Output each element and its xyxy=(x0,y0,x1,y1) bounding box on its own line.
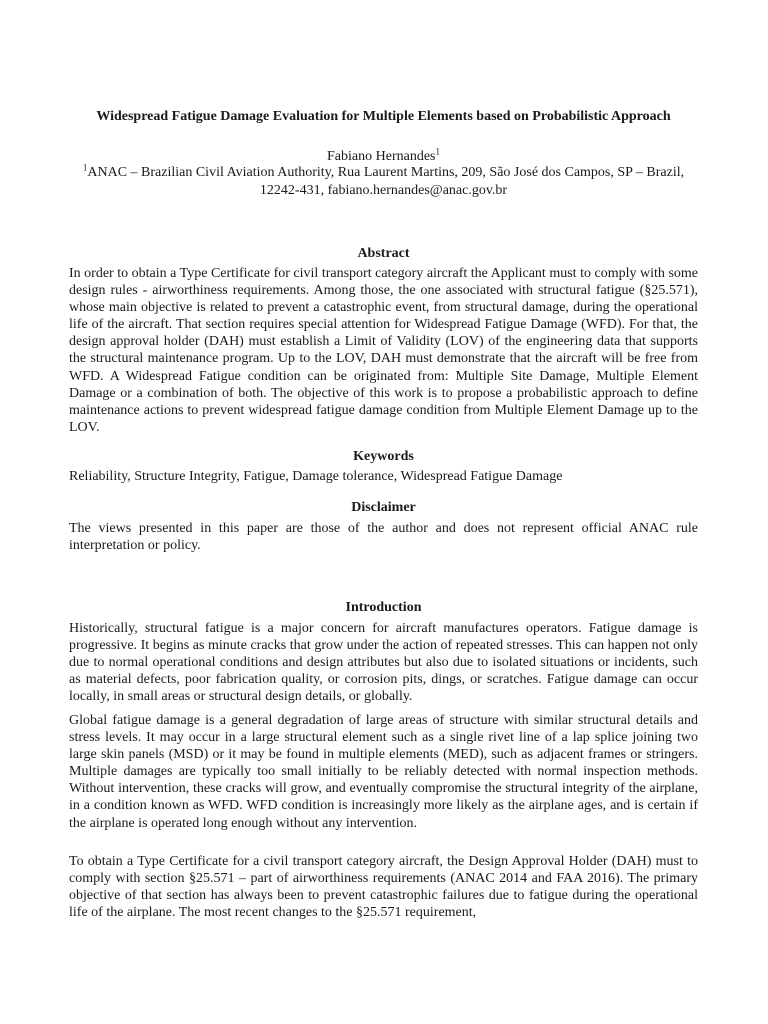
disclaimer-heading: Disclaimer xyxy=(351,500,416,515)
affiliation-mark: 1 xyxy=(82,162,88,173)
keywords-heading: Keywords xyxy=(353,449,414,464)
affiliation-line xyxy=(69,164,698,200)
affiliation-text: ANAC – Brazilian Civil Aviation Authority, Rua Laurent Martins, 209, São José dos Campos, SP – Brazil, 12242-431, fabiano.hernandes@anac.gov.br xyxy=(87,165,685,198)
document-page xyxy=(69,0,698,1024)
paper-title: Widespread Fatigue Damage Evaluation for Multiple Elements based on Probabilistic Approach xyxy=(96,109,671,124)
introduction-paragraph: Global fatigue damage is a general degradation of large areas of structure with similar structural details and stress levels. It may occur in a large structural element such as a single rivet line of a lap splice joining two large skin panels (MSD) or it may be found in multiple elements (MED), such as adjacent frames or stringers. Multiple damages are typically too small initially to be reliably detected with normal inspection methods. Without intervention, these cracks will grow, and eventually compromise the structural integrity of the airplane, in a condition known as WFD. WFD condition is increasingly more likely as the airplane ages, and is certain if the airplane is operated long enough without any intervention. xyxy=(69,713,698,831)
keywords-text: Reliability, Structure Integrity, Fatigue, Damage tolerance, Widespread Fatigue Damage xyxy=(69,469,563,484)
author-name: Fabiano Hernandes xyxy=(327,149,436,164)
disclaimer-text: The views presented in this paper are those of the author and does not represent official ANAC rule interpretation or policy. xyxy=(69,521,698,554)
abstract-heading: Abstract xyxy=(357,246,410,261)
introduction-paragraph: Historically, structural fatigue is a major concern for aircraft manufactures operators. Fatigue damage is progressive. It begins as minute cracks that grow under the action of repeated stresses. This can happen not only due to normal operational conditions and design attributes but also due to isolated situations or incidents, such as material defects, poor fabrication quality, or corrosion pits, dings, or scratches. Fatigue damage can occur locally, in small areas or structural design details, or globally. xyxy=(69,621,698,705)
abstract-text: In order to obtain a Type Certificate for civil transport category aircraft the Applicant must to comply with some design rules - airworthiness requirements. Among those, the one associated with structural fatigue (§25.571), whose main objective is related to prevent a catastrophic event, from structural damage, during the operational life of the aircraft. That section requires special attention for Widespread Fatigue Damage (WFD). For that, the design approval holder (DAH) must establish a Limit of Validity (LOV) of the engineering data that supports the structural maintenance program. Up to the LOV, DAH must demonstrate that the aircraft will be free from WFD. A Widespread Fatigue condition can be originated from: Multiple Site Damage, Multiple Element Damage or a combination of both. The objective of this work is to propose a probabilistic approach to define maintenance actions to prevent widespread fatigue damage condition from Multiple Element Damage up to the LOV. xyxy=(69,266,698,435)
introduction-heading: Introduction xyxy=(345,600,422,615)
author-affiliation-mark: 1 xyxy=(435,146,440,157)
introduction-paragraph: To obtain a Type Certificate for a civil transport category aircraft, the Design Approval Holder (DAH) must to comply with section §25.571 – part of airworthiness requirements (ANAC 2014 and FAA 2016). The primary objective of that section has always been to prevent catastrophic failures due to fatigue during the operational life of the airplane. The most recent changes to the §25.571 requirement, xyxy=(69,854,698,921)
author-line xyxy=(69,148,698,165)
